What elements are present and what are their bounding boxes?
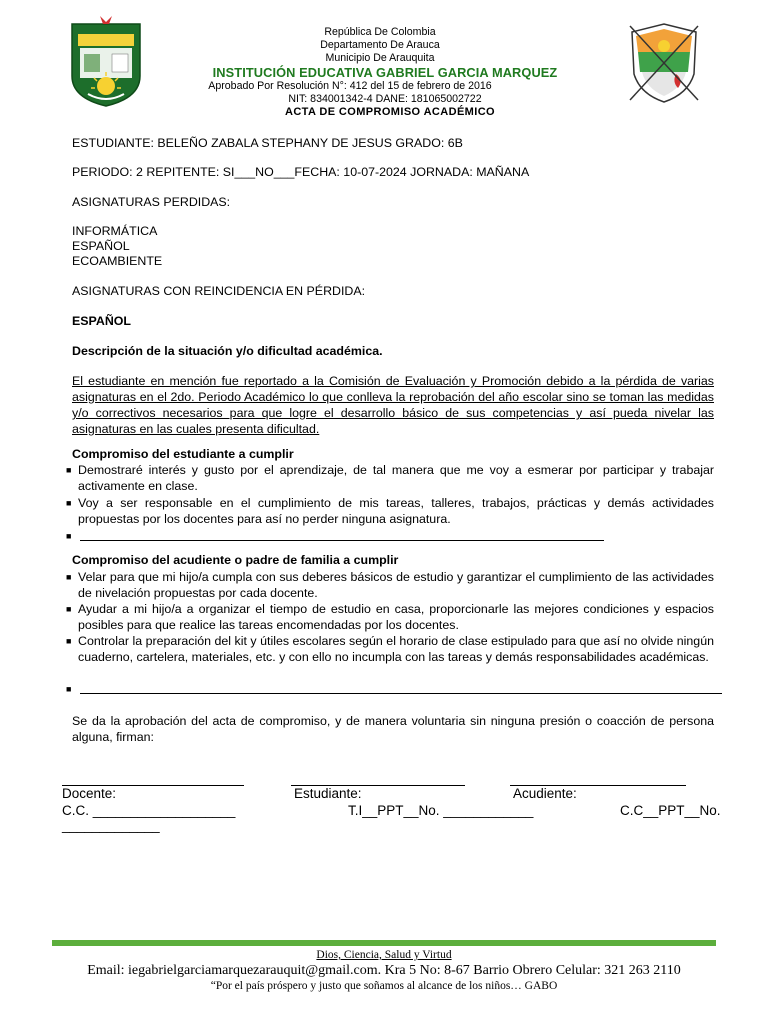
cc-acudiente[interactable]: C.C__PPT__No.: [620, 803, 721, 818]
bullet-icon: ■: [66, 684, 72, 694]
docente-label: Docente:: [62, 786, 117, 801]
header-nit-dane: NIT: 834001342-4 DANE: 181065002722: [288, 93, 482, 105]
description-text: El estudiante en mención fue reportado a la Comisión de Evaluación y Promoción debido a la pérdida de varias asignaturas en el 2do. Periodo Académico lo que conlleva la reprobación del año escolar sino se toman las medidas y/o correctivos necesarios para que logre el desarrollo básico de sus competencias y así pueda nivelar las asignaturas en las cuales presenta dificultad.: [72, 374, 714, 436]
recurrence-title: ASIGNATURAS CON REINCIDENCIA EN PÉRDIDA:: [72, 284, 366, 298]
period-line: PERIODO: 2 REPITENTE: SI___NO___FECHA: 10-07-2024 JORNADA: MAÑANA: [72, 165, 530, 179]
lost-subject-item: ESPAÑOL: [72, 239, 130, 253]
list-item: [66, 462, 714, 494]
bullet-icon: ■: [66, 465, 72, 475]
bullet-icon: ■: [66, 604, 72, 614]
bullet-icon: ■: [66, 531, 72, 541]
approval-text: Se da la aprobación del acta de compromiso, y de manera voluntaria sin ninguna presión o coacción de persona alguna, firman:: [72, 714, 714, 744]
bullet-icon: ■: [66, 572, 72, 582]
acudiente-label: Acudiente:: [513, 786, 577, 801]
recurrence-subject: ESPAÑOL: [72, 314, 131, 328]
document-title: ACTA DE COMPROMISO ACADÉMICO: [284, 106, 495, 118]
parent-commitment-item: Controlar la preparación del kit y útiles escolares según el horario de clase estipulado para que así no olvide ningún cuaderno, cartelera, materiales, etc. y con ello no incumpla con las tareas y demás responsabilidades académicas.: [78, 634, 714, 664]
list-item: [66, 495, 714, 527]
blank-commitment-line[interactable]: [80, 540, 604, 541]
list-item: [66, 601, 714, 633]
cc-docente[interactable]: C.C. ___________________: [62, 803, 236, 818]
list-item: [66, 633, 714, 665]
student-commitment-item: Voy a ser responsable en el cumplimiento de mis tareas, talleres, trabajos, prácticas y demás actividades propuestas por los docentes para así no perder ninguna asignatura.: [78, 496, 714, 526]
lost-subject-item: INFORMÁTICA: [72, 224, 158, 238]
school-logo: [66, 14, 146, 108]
student-commitment-item: Demostraré interés y gusto por el aprendizaje, de tal manera que me voy a esmerar por participar y trabajar activamente en clase.: [78, 463, 714, 493]
header-country: República De Colombia: [324, 26, 436, 38]
header-resolution: Aprobado Por Resolución N°: 412 del 15 de febrero de 2016: [208, 80, 492, 92]
list-item: [66, 569, 714, 601]
footer-quote: “Por el país próspero y justo que soñamos al alcance de los niños… GABO: [210, 980, 558, 992]
parent-commitment-item: Ayudar a mi hijo/a a organizar el tiempo de estudio en casa, proporcionarle las mejores condiciones y espacios posibles para que realice las tareas encomendadas por los docentes.: [78, 602, 714, 632]
ti-estudiante[interactable]: T.I__PPT__No. ____________: [348, 803, 534, 818]
estudiante-label: Estudiante:: [294, 786, 362, 801]
cc-acudiente-continuation[interactable]: _____________: [62, 818, 160, 833]
student-commitment-title: Compromiso del estudiante a cumplir: [72, 447, 294, 461]
institution-name: INSTITUCIÓN EDUCATIVA GABRIEL GARCIA MARQUEZ: [212, 65, 558, 80]
parent-commitment-item: Velar para que mi hijo/a cumpla con sus deberes básicos de estudio y garantizar el cumplimiento de las actividades de nivelación propuestas por cada docente.: [78, 570, 714, 600]
header-department: Departamento De Arauca: [320, 39, 440, 51]
description-title: Descripción de la situación y/o dificultad académica.: [72, 344, 383, 358]
lost-subject-item: ECOAMBIENTE: [72, 254, 163, 268]
parent-commitment-title: Compromiso del acudiente o padre de familia a cumplir: [72, 553, 399, 567]
footer-contact: Email: iegabrielgarciamarquezarauquit@gmail.com. Kra 5 No: 8-67 Barrio Obrero Celular: 321 263 2110: [87, 963, 681, 978]
bullet-icon: ■: [66, 636, 72, 646]
footer-motto: Dios, Ciencia, Salud y Virtud: [316, 949, 452, 961]
municipal-logo: [628, 22, 700, 106]
student-line: ESTUDIANTE: BELEÑO ZABALA STEPHANY DE JESUS GRADO: 6B: [72, 136, 463, 150]
footer-divider: [52, 940, 716, 946]
bullet-icon: ■: [66, 498, 72, 508]
lost-subjects-title: ASIGNATURAS PERDIDAS:: [72, 195, 231, 209]
blank-commitment-line[interactable]: [80, 693, 722, 694]
header-municipality: Municipio De Arauquita: [325, 52, 435, 64]
